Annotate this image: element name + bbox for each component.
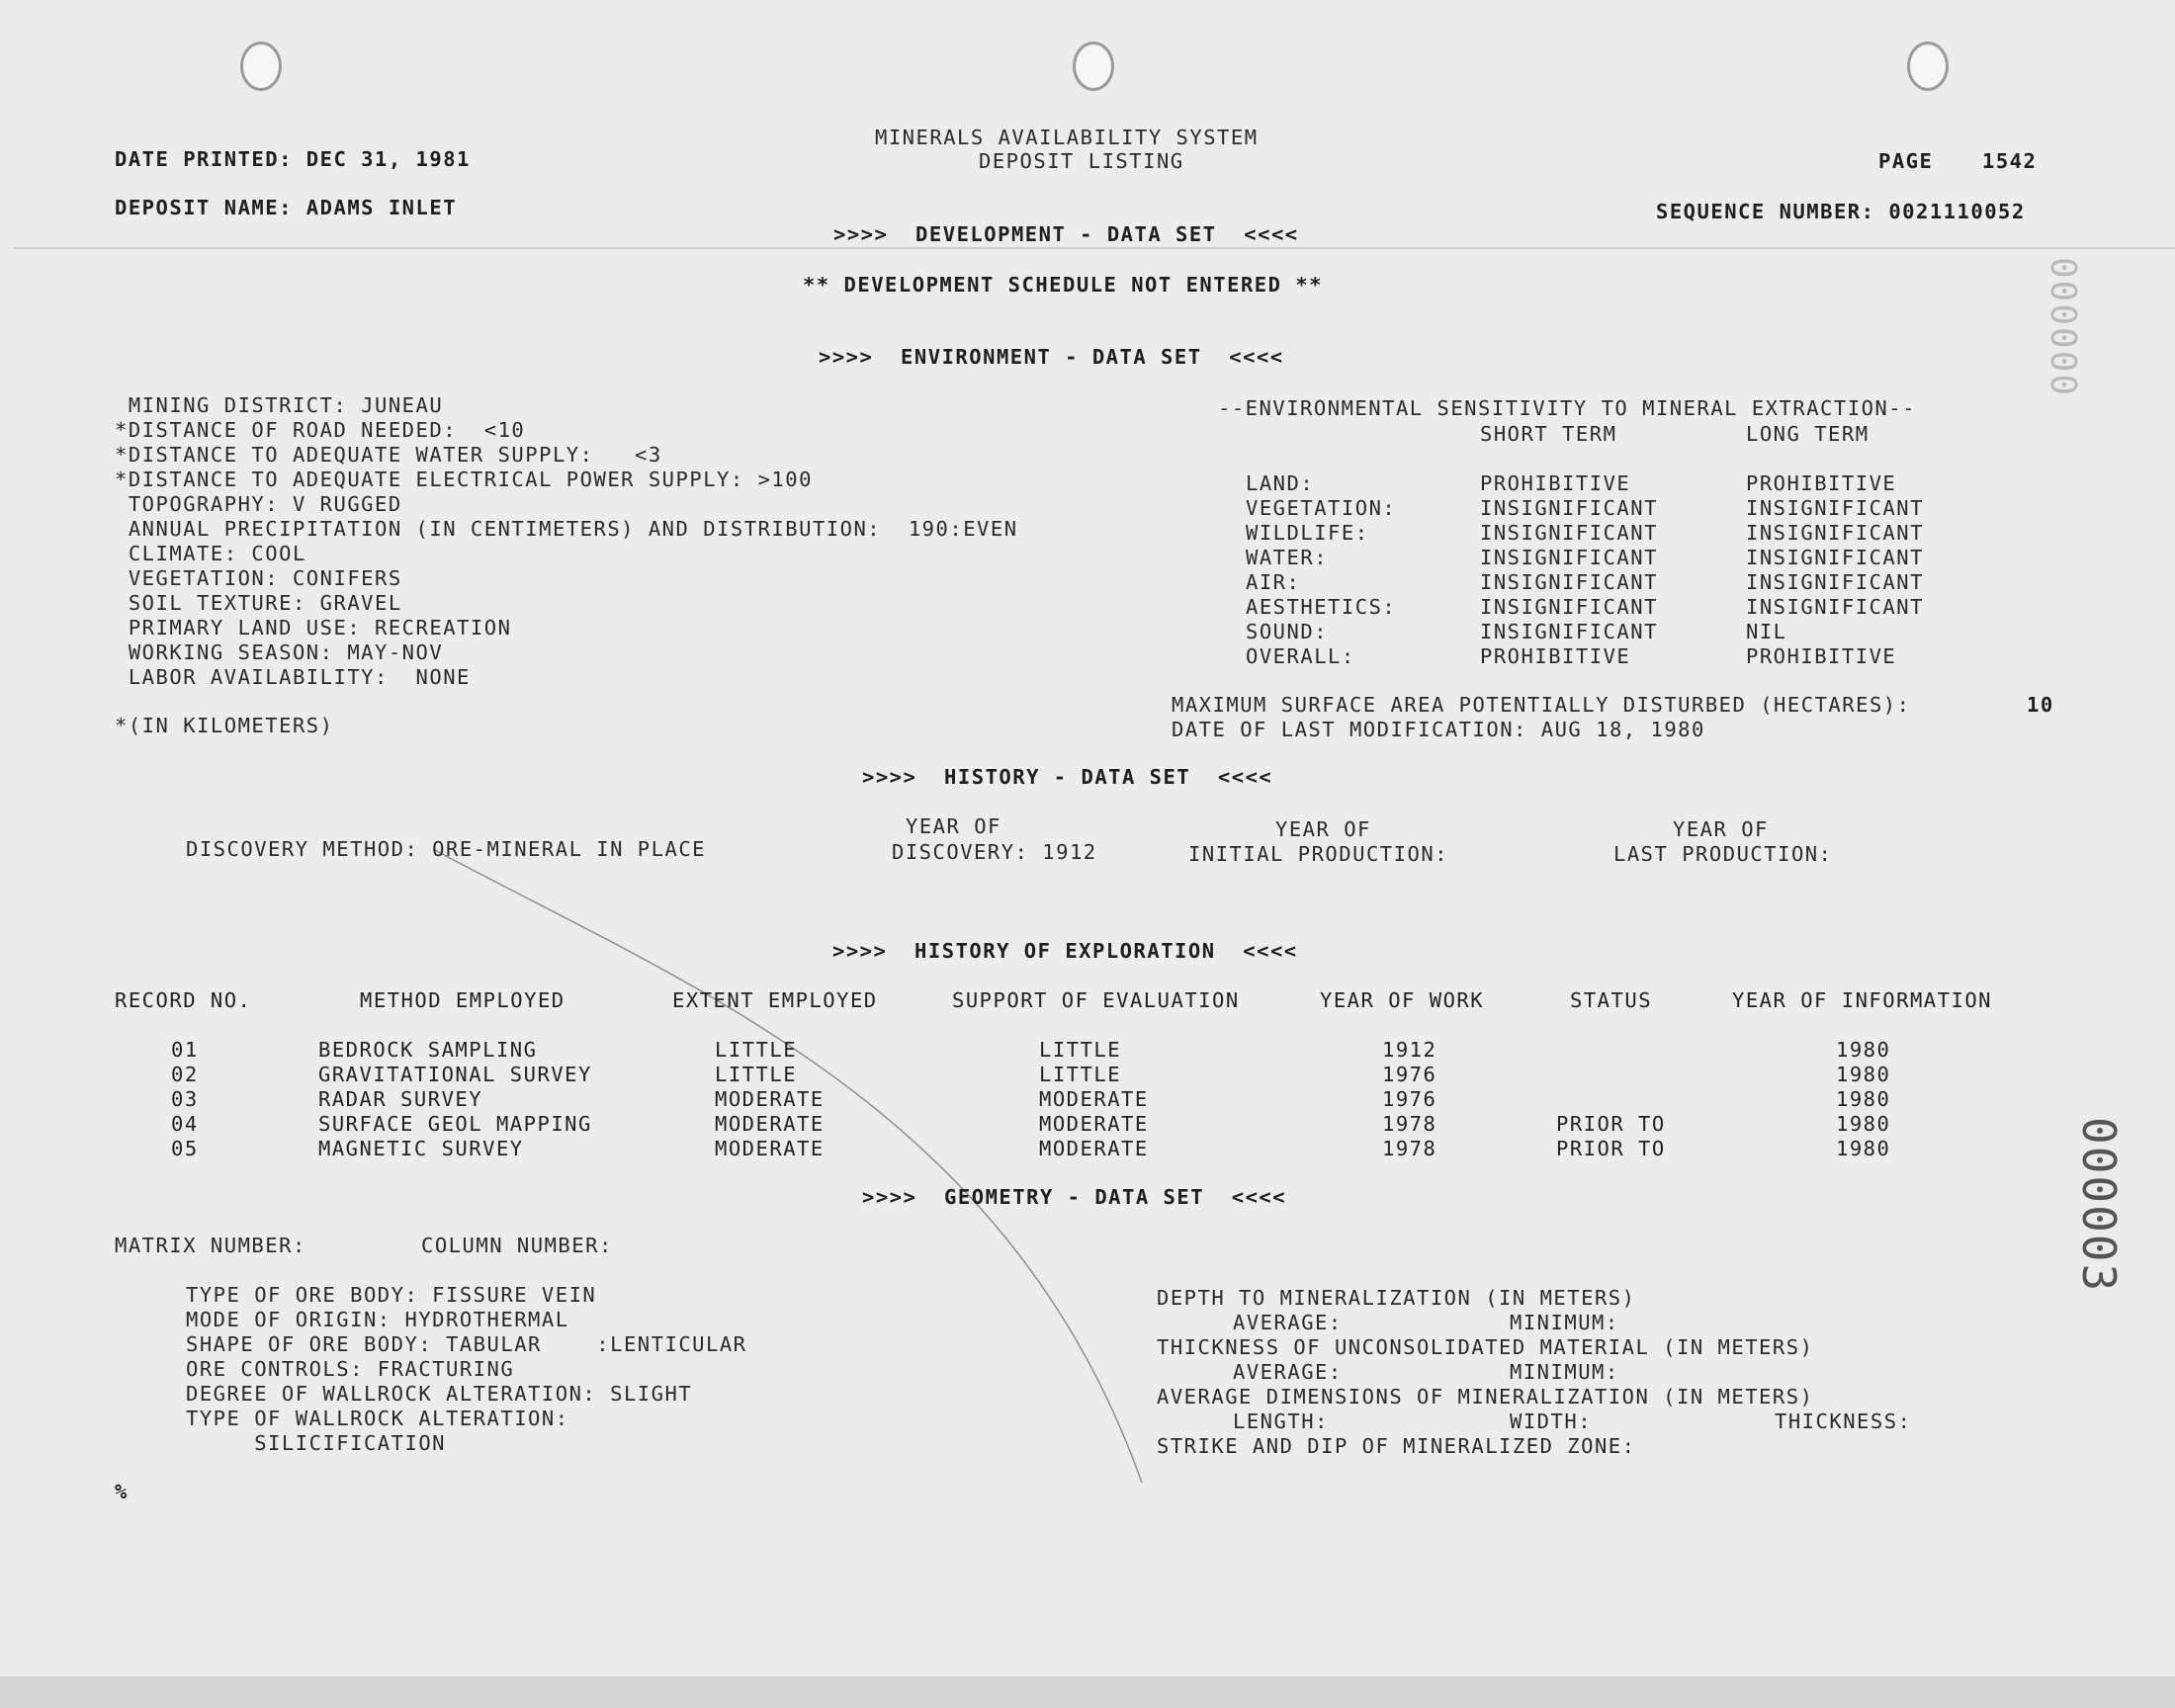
- status: PRIOR TO: [1556, 1112, 1666, 1136]
- year-of-information: 1980: [1836, 1112, 1891, 1136]
- sensitivity-long: INSIGNIFICANT: [1746, 570, 1924, 594]
- sensitivity-long: PROHIBITIVE: [1746, 644, 1897, 668]
- method-employed: RADAR SURVEY: [318, 1087, 483, 1111]
- year-of-work: 1976: [1382, 1063, 1437, 1086]
- short-term-label: SHORT TERM: [1480, 422, 1617, 446]
- sensitivity-short: INSIGNIFICANT: [1480, 496, 1658, 520]
- env-line: *DISTANCE TO ADEQUATE WATER SUPPLY: <3: [115, 443, 662, 467]
- geometry-line: MODE OF ORIGIN: HYDROTHERMAL: [186, 1308, 569, 1331]
- table-row: [0, 1087, 2175, 1112]
- year-of-label: YEAR OF: [1275, 817, 1371, 841]
- table-row: [0, 1038, 2175, 1063]
- year-of-information: 1980: [1836, 1038, 1891, 1062]
- depth-minimum: MINIMUM:: [1510, 1311, 1619, 1334]
- column-header: YEAR OF WORK: [1320, 988, 1485, 1012]
- year-of-label: YEAR OF: [906, 814, 1001, 838]
- sensitivity-factor: WILDLIFE:: [1246, 521, 1369, 545]
- exploration-heading: >>>> HISTORY OF EXPLORATION <<<<: [832, 939, 1298, 963]
- year-of-work: 1912: [1382, 1038, 1437, 1062]
- sensitivity-factor: VEGETATION:: [1246, 496, 1397, 520]
- method-employed: BEDROCK SAMPLING: [318, 1038, 538, 1062]
- year-of-information: 1980: [1836, 1137, 1891, 1160]
- sensitivity-factor: OVERALL:: [1246, 644, 1355, 668]
- punch-hole-left: [240, 42, 282, 91]
- sensitivity-factor: AESTHETICS:: [1246, 595, 1397, 619]
- sensitivity-short: INSIGNIFICANT: [1480, 521, 1658, 545]
- env-line: VEGETATION: CONIFERS: [115, 566, 402, 590]
- env-line: *DISTANCE TO ADEQUATE ELECTRICAL POWER SUPPLY: >100: [115, 468, 813, 491]
- sensitivity-long: INSIGNIFICANT: [1746, 521, 1924, 545]
- faint-frame-stamp: 000000: [2043, 257, 2083, 398]
- support-of-evaluation: MODERATE: [1039, 1137, 1149, 1160]
- sensitivity-long: NIL: [1746, 620, 1787, 643]
- thickness-minimum: MINIMUM:: [1510, 1360, 1619, 1384]
- sequence-number: SEQUENCE NUMBER: 0021110052: [1656, 200, 2026, 223]
- strike-dip: STRIKE AND DIP OF MINERALIZED ZONE:: [1157, 1434, 1636, 1458]
- sensitivity-row: [1246, 496, 2037, 521]
- listing-title: DEPOSIT LISTING: [979, 149, 1184, 173]
- dimension-thickness: THICKNESS:: [1775, 1409, 1912, 1433]
- matrix-number: MATRIX NUMBER:: [115, 1234, 306, 1257]
- depth-label: DEPTH TO MINERALIZATION (IN METERS): [1157, 1286, 1636, 1310]
- geometry-line: TYPE OF ORE BODY: FISSURE VEIN: [186, 1283, 597, 1307]
- history-heading: >>>> HISTORY - DATA SET <<<<: [862, 765, 1273, 789]
- punch-hole-center: [1073, 42, 1114, 91]
- support-of-evaluation: MODERATE: [1039, 1112, 1149, 1136]
- exploration-header-row: [0, 988, 2175, 1013]
- sensitivity-factor: AIR:: [1246, 570, 1301, 594]
- depth-average: AVERAGE:: [1233, 1311, 1343, 1334]
- page-bottom-edge: [0, 1676, 2175, 1708]
- discovery-method: DISCOVERY METHOD: ORE-MINERAL IN PLACE: [186, 837, 706, 861]
- env-line: PRIMARY LAND USE: RECREATION: [115, 616, 512, 640]
- frame-number-stamp: 000003: [2072, 1117, 2126, 1294]
- extent-employed: LITTLE: [715, 1063, 798, 1086]
- geometry-line: ORE CONTROLS: FRACTURING: [186, 1357, 515, 1381]
- sensitivity-long: INSIGNIFICANT: [1746, 546, 1924, 569]
- dimension-length: LENGTH:: [1233, 1409, 1329, 1433]
- dimension-width: WIDTH:: [1510, 1409, 1593, 1433]
- year-of-work: 1978: [1382, 1112, 1437, 1136]
- sensitivity-factor: LAND:: [1246, 471, 1315, 495]
- development-note: ** DEVELOPMENT SCHEDULE NOT ENTERED **: [803, 273, 1323, 297]
- long-term-label: LONG TERM: [1746, 422, 1870, 446]
- extent-employed: MODERATE: [715, 1087, 825, 1111]
- sensitivity-short: PROHIBITIVE: [1480, 644, 1631, 668]
- column-number: COLUMN NUMBER:: [421, 1234, 613, 1257]
- sensitivity-row: [1246, 644, 2037, 669]
- sensitivity-row: [1246, 620, 2037, 644]
- system-title: MINERALS AVAILABILITY SYSTEM: [875, 126, 1259, 149]
- env-footnote: *(IN KILOMETERS): [115, 714, 334, 737]
- record-number: 01: [171, 1038, 199, 1062]
- column-header: METHOD EMPLOYED: [360, 988, 566, 1012]
- development-heading: >>>> DEVELOPMENT - DATA SET <<<<: [833, 222, 1299, 246]
- environment-heading: >>>> ENVIRONMENT - DATA SET <<<<: [819, 345, 1284, 369]
- geometry-line: DEGREE OF WALLROCK ALTERATION: SLIGHT: [186, 1382, 693, 1406]
- sensitivity-long: INSIGNIFICANT: [1746, 496, 1924, 520]
- sensitivity-long: INSIGNIFICANT: [1746, 595, 1924, 619]
- sensitivity-long: PROHIBITIVE: [1746, 471, 1897, 495]
- column-header: STATUS: [1570, 988, 1653, 1012]
- sensitivity-row: [1246, 595, 2037, 620]
- sensitivity-row: [1246, 471, 2037, 496]
- max-area-value: 10: [2027, 693, 2054, 717]
- last-production: LAST PRODUCTION:: [1613, 842, 1833, 866]
- date-printed: DATE PRINTED: DEC 31, 1981: [115, 147, 471, 171]
- thickness-average: AVERAGE:: [1233, 1360, 1343, 1384]
- table-row: [0, 1063, 2175, 1087]
- last-modification: DATE OF LAST MODIFICATION: AUG 18, 1980: [1172, 718, 1705, 741]
- sensitivity-row: [1246, 570, 2037, 595]
- year-of-information: 1980: [1836, 1087, 1891, 1111]
- record-number: 05: [171, 1137, 199, 1160]
- year-of-work: 1976: [1382, 1087, 1437, 1111]
- column-header: EXTENT EMPLOYED: [672, 988, 878, 1012]
- record-number: 03: [171, 1087, 199, 1111]
- column-header: RECORD NO.: [115, 988, 252, 1012]
- sensitivity-factor: SOUND:: [1246, 620, 1329, 643]
- method-employed: MAGNETIC SURVEY: [318, 1137, 524, 1160]
- method-employed: SURFACE GEOL MAPPING: [318, 1112, 592, 1136]
- env-line: MINING DISTRICT: JUNEAU: [115, 393, 444, 417]
- deposit-name: DEPOSIT NAME: ADAMS INLET: [115, 196, 458, 219]
- column-header: YEAR OF INFORMATION: [1732, 988, 1992, 1012]
- page-number: 1542: [1982, 149, 2038, 173]
- status: PRIOR TO: [1556, 1137, 1666, 1160]
- method-employed: GRAVITATIONAL SURVEY: [318, 1063, 592, 1086]
- sensitivity-short: PROHIBITIVE: [1480, 471, 1631, 495]
- geometry-line: TYPE OF WALLROCK ALTERATION:: [186, 1407, 569, 1430]
- env-line: ANNUAL PRECIPITATION (IN CENTIMETERS) AND DISTRIBUTION: 190:EVEN: [115, 517, 1018, 541]
- geometry-line: SHAPE OF ORE BODY: TABULAR :LENTICULAR: [186, 1332, 747, 1356]
- page-label: PAGE: [1878, 149, 1934, 173]
- env-line: LABOR AVAILABILITY: NONE: [115, 665, 471, 689]
- env-line: CLIMATE: COOL: [115, 542, 306, 565]
- sensitivity-factor: WATER:: [1246, 546, 1329, 569]
- column-header: SUPPORT OF EVALUATION: [952, 988, 1240, 1012]
- fold-line-top: [14, 247, 2175, 249]
- year-of-label: YEAR OF: [1673, 817, 1769, 841]
- env-line: *DISTANCE OF ROAD NEEDED: <10: [115, 418, 526, 442]
- dimensions-label: AVERAGE DIMENSIONS OF MINERALIZATION (IN METERS): [1157, 1385, 1814, 1409]
- extent-employed: MODERATE: [715, 1112, 825, 1136]
- sensitivity-short: INSIGNIFICANT: [1480, 546, 1658, 569]
- support-of-evaluation: LITTLE: [1039, 1038, 1122, 1062]
- geometry-heading: >>>> GEOMETRY - DATA SET <<<<: [862, 1185, 1287, 1209]
- thickness-label: THICKNESS OF UNCONSOLIDATED MATERIAL (IN METERS): [1157, 1335, 1814, 1359]
- sensitivity-short: INSIGNIFICANT: [1480, 595, 1658, 619]
- support-of-evaluation: LITTLE: [1039, 1063, 1122, 1086]
- record-number: 04: [171, 1112, 199, 1136]
- sensitivity-short: INSIGNIFICANT: [1480, 570, 1658, 594]
- sensitivity-row: [1246, 521, 2037, 546]
- punch-hole-right: [1907, 42, 1949, 91]
- record-number: 02: [171, 1063, 199, 1086]
- extent-employed: MODERATE: [715, 1137, 825, 1160]
- env-line: WORKING SEASON: MAY-NOV: [115, 640, 444, 664]
- sensitivity-short: INSIGNIFICANT: [1480, 620, 1658, 643]
- discovery-year: DISCOVERY: 1912: [892, 840, 1097, 864]
- sensitivity-title: --ENVIRONMENTAL SENSITIVITY TO MINERAL EXTRACTION--: [1218, 396, 1916, 420]
- extent-employed: LITTLE: [715, 1038, 798, 1062]
- table-row: [0, 1137, 2175, 1161]
- initial-production: INITIAL PRODUCTION:: [1188, 842, 1448, 866]
- footer-mark: %: [115, 1480, 129, 1503]
- table-row: [0, 1112, 2175, 1137]
- support-of-evaluation: MODERATE: [1039, 1087, 1149, 1111]
- year-of-information: 1980: [1836, 1063, 1891, 1086]
- geometry-line: SILICIFICATION: [186, 1431, 446, 1455]
- sensitivity-row: [1246, 546, 2037, 570]
- env-line: TOPOGRAPHY: V RUGGED: [115, 492, 402, 516]
- max-area-label: MAXIMUM SURFACE AREA POTENTIALLY DISTURBED (HECTARES):: [1172, 693, 1911, 717]
- year-of-work: 1978: [1382, 1137, 1437, 1160]
- env-line: SOIL TEXTURE: GRAVEL: [115, 591, 402, 615]
